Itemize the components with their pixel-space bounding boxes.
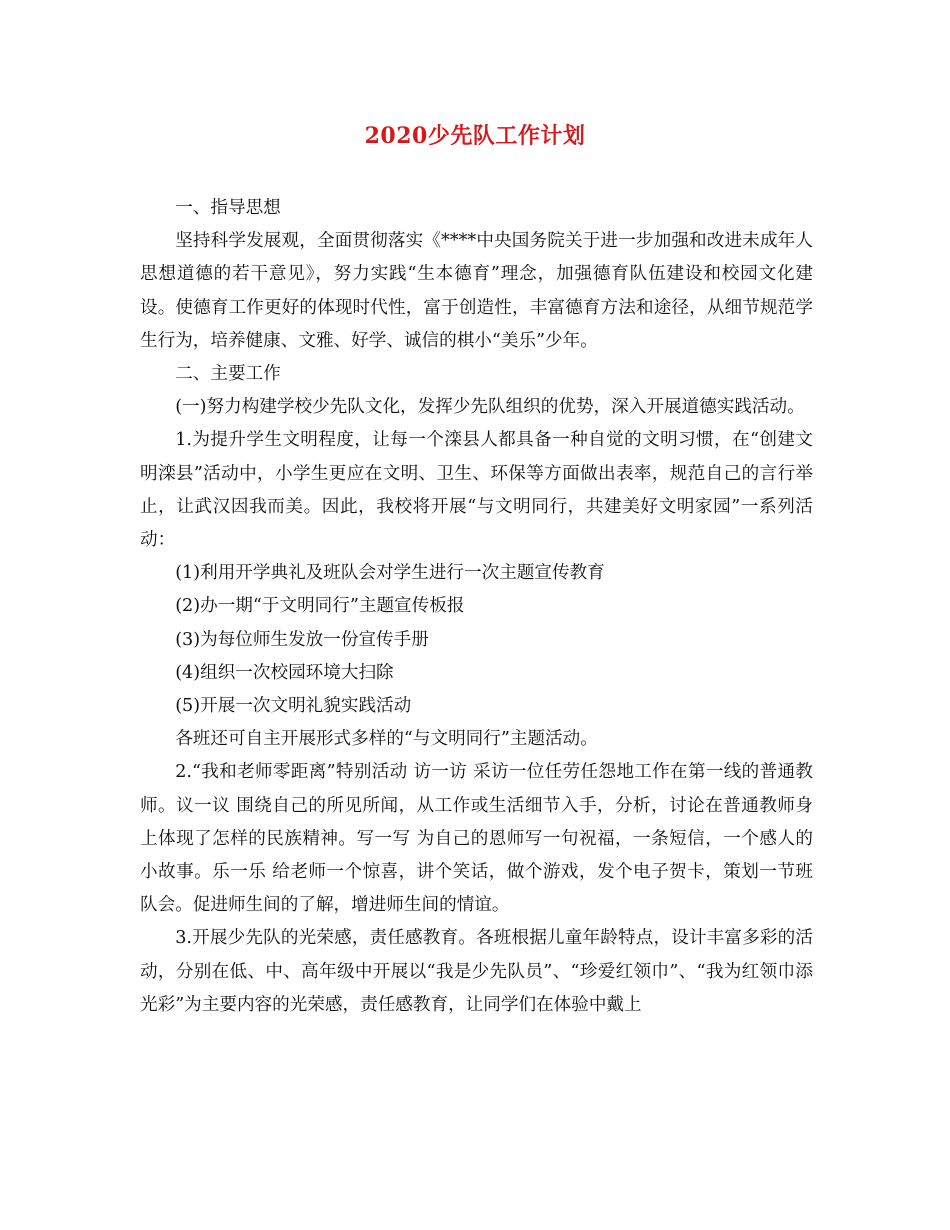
list-item-5: (5)开展一次文明礼貌实践活动 [175,696,412,717]
document-title: 2020少先队工作计划 [364,123,586,149]
heading-guiding-thought: 一、指导思想 [175,198,281,218]
paragraph-item-1: 1.为提升学生文明程度，让每一个滦县人都具备一种自觉的文明习惯，在“创建文明滦县”活动中，小学生更应在文明、卫生、环保等方面做出表率，规范自己的言行举止，让武汉因我而美。因此，我校将开展“与文明同行，共建美好文明家园”一系列活动： [140,430,813,551]
list-item-2: (2)办一期“于文明同行”主题宣传板报 [175,596,465,617]
paragraph-class-activities: 各班还可自主开展形式多样的“与文明同行”主题活动。 [175,729,598,750]
paragraph-section-one: (一)努力构建学校少先队文化，发挥少先队组织的优势，深入开展道德实践活动。 [175,397,805,418]
heading-main-work: 二、主要工作 [175,364,281,385]
paragraph-guiding-thought: 坚持科学发展观，全面贯彻落实《****中央国务院关于进一步加强和改进未成年人思想道德的若干意见》，努力实践“生本德育”理念，加强德育队伍建设和校园文化建设。使德育工作更好的体现时代性，富于创造性，丰富德育方法和途径，从细节规范学生行为，培养健康、文雅、好学、诚信的棋小“美乐”少年。 [140,231,813,351]
paragraph-item-3: 3.开展少先队的光荣感，责任感教育。各班根据儿童年龄特点，设计丰富多彩的活动，分别在低、中、高年级中开展以“我是少先队员”、“珍爱红领巾”、“我为红领巾添光彩”为主要内容的光荣感，责任感教育，让同学们在体验中戴上 [140,928,813,1015]
list-item-1: (1)利用开学典礼及班队会对学生进行一次主题宣传教育 [175,563,605,584]
list-item-4: (4)组织一次校园环境大扫除 [175,662,394,683]
document-body [140,192,813,1022]
paragraph-item-2: 2.“我和老师零距离”特别活动 访一访 采访一位任劳任怨地工作在第一线的普通教师。议一议 围绕自己的所见所闻，从工作或生活细节入手，分析，讨论在普通教师身上体现了怎样的民族精神。写一写 为自己的恩师写一句祝福，一条短信，一个感人的小故事。乐一乐 给老师一个惊喜，讲个笑话，做个游戏，发个电子贺卡，策划一节班队会。促进师生间的了解，增进师生间的情谊。 [140,762,813,916]
list-item-3: (3)为每位师生发放一份宣传手册 [175,629,429,650]
